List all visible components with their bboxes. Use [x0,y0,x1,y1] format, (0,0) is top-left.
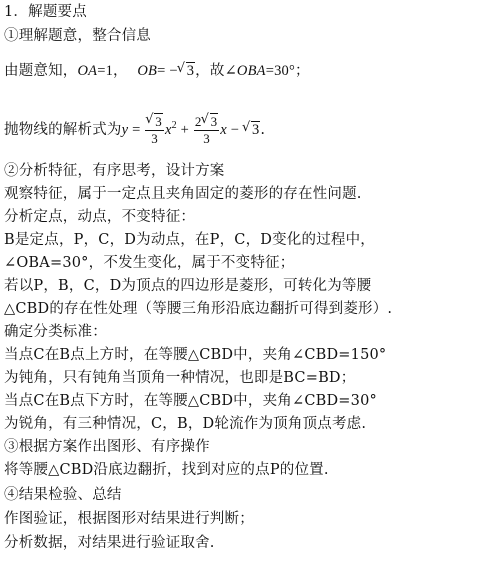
equation-end: . [260,121,266,138]
coef2-num-coefficient: 2 [194,113,202,129]
observe-features: 观察特征，属于一定点且夹角固定的菱形的存在性问题. [4,186,362,202]
heading-problem-key-points: 1．解题要点 [4,4,87,20]
plus-sign: + [176,121,193,138]
minus-sign: − [226,121,243,138]
ob-sqrt-radicand: 3 [186,63,195,79]
given-information-line [4,60,502,82]
parabola-equation-line [4,110,502,146]
case-acute: 为锐角，有三种情况，C，B，D轮流作为顶角顶点考虑. [4,416,367,432]
angle-oba-label: OBA [236,63,266,79]
oa-value: =1， [97,63,128,79]
var-x-squared: x [164,121,172,138]
var-x: x [220,121,227,138]
classification-criteria: 确定分类标准： [4,324,107,340]
segment-ob: OB [137,63,158,79]
verify-by-data: 分析数据，对结果进行验证取舍. [4,535,215,551]
parabola-prefix: 抛物线的解析式为 [4,121,122,138]
fold-instruction: 将等腰△CBD沿底边翻折，找到对应的点P的位置. [4,462,329,478]
case-c-above-b: 当点C在B点上方时，在等腰△CBD中，夹角∠CBD=150° [4,347,387,363]
rhombus-condition: 若以P，B，C，D为顶点的四边形是菱形，可转化为等腰 [4,278,372,294]
ob-sqrt [178,60,195,82]
constant-sqrt [243,114,260,146]
segment-oa: OA [77,63,98,79]
coef2-num-radicand: 3 [210,113,218,129]
exponent-2: 2 [171,120,177,131]
coef-fraction-1 [145,114,164,146]
equals-sign: = [128,121,145,138]
coef1-denominator: 3 [151,130,158,146]
given-therefore: ，故∠ [195,63,237,79]
coef-fraction-2 [194,114,219,146]
given-prefix: 由题意知， [4,63,78,79]
ob-equals: = − [157,63,178,79]
var-y: y [121,121,129,138]
case-obtuse: 为钝角，只有钝角当顶角一种情况，也即是BC=BD； [4,370,356,386]
coef1-num-radicand: 3 [155,113,162,129]
step-2-title: ②分析特征，有序思考，设计方案 [4,163,225,179]
coef2-denominator: 3 [203,130,210,146]
fixed-and-moving-points: B是定点，P，C，D为动点，在P，C，D变化的过程中， [4,232,376,248]
analyze-points: 分析定点，动点，不变特征： [4,209,196,225]
verify-by-drawing: 作图验证，根据图形对结果进行判断； [4,511,254,527]
step-3-title: ③根据方案作出图形、有序操作 [4,439,210,455]
invariant-angle: ∠OBA=30°，不发生变化，属于不变特征； [4,255,295,271]
angle-oba-value: =30°； [265,63,310,79]
step-4-title: ④结果检验、总结 [4,487,122,503]
case-c-below-b: 当点C在B点下方时，在等腰△CBD中，夹角∠CBD=30° [4,393,377,409]
constant-radicand: 3 [251,121,260,138]
isosceles-conversion: △CBD的存在性处理（等腰三角形沿底边翻折可得到菱形）. [4,301,393,317]
step-1-title: ①理解题意，整合信息 [4,28,151,44]
